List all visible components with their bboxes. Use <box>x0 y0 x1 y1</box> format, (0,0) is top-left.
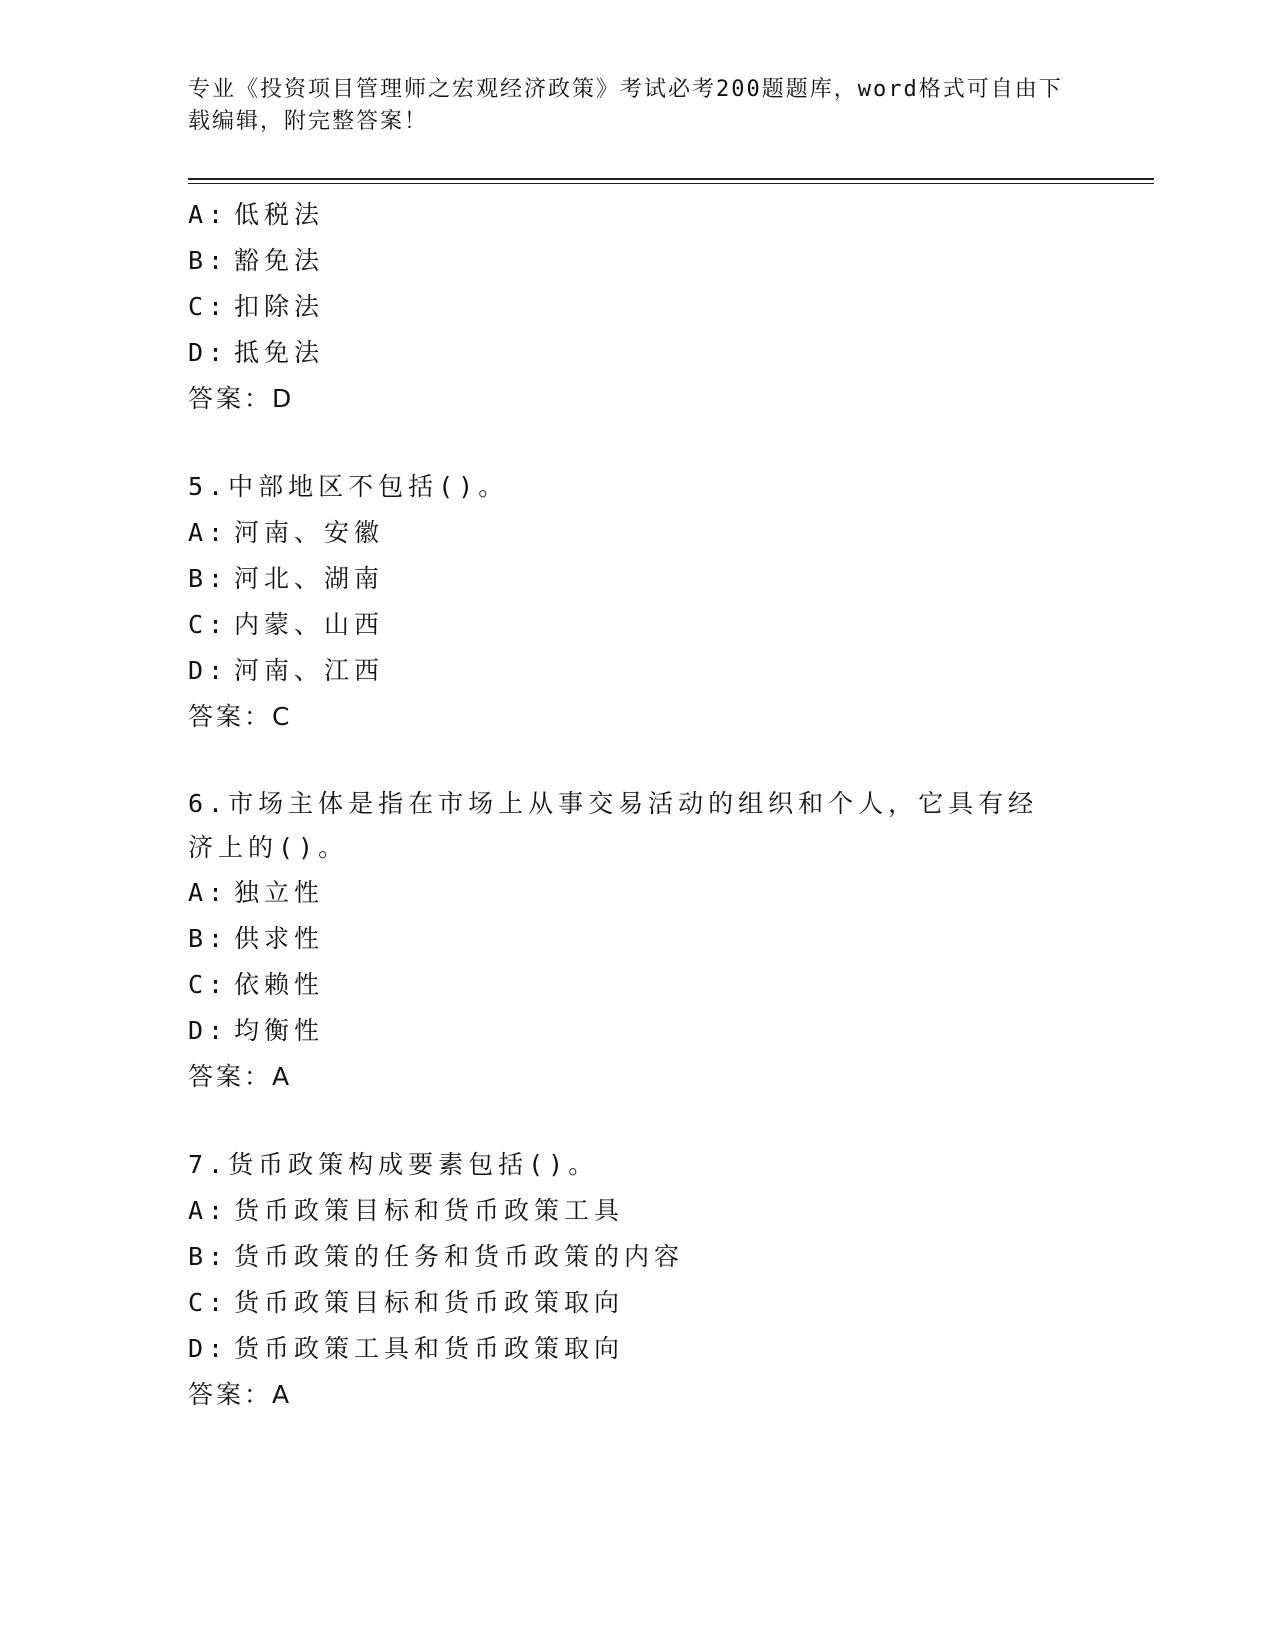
option-text: 货币政策目标和货币政策取向 <box>234 1288 625 1317</box>
option-b <box>188 556 1088 602</box>
option-key: B: <box>188 1242 229 1271</box>
option-text: 豁免法 <box>234 246 325 275</box>
question-text: 7.货币政策构成要素包括()。 <box>188 1150 599 1179</box>
answer-line: 答案：C <box>188 702 293 731</box>
option-key: D: <box>188 1016 229 1045</box>
option-c <box>188 1280 1088 1326</box>
option-key: B: <box>188 924 229 953</box>
option-text: 河北、湖南 <box>234 564 385 593</box>
header-divider-thin <box>188 183 1154 184</box>
option-d <box>188 330 1088 376</box>
answer-line: 答案：A <box>188 1062 293 1091</box>
option-key: C: <box>188 610 229 639</box>
option-text: 货币政策目标和货币政策工具 <box>234 1196 625 1225</box>
option-text: 货币政策的任务和货币政策的内容 <box>234 1242 685 1271</box>
option-key: D: <box>188 338 229 367</box>
question-text: 6.市场主体是指在市场上从事交易活动的组织和个人，它具有经济上的()。 <box>188 789 1039 862</box>
option-b <box>188 1234 1088 1280</box>
option-text: 低税法 <box>234 200 325 229</box>
option-b <box>188 916 1088 962</box>
option-key: C: <box>188 292 229 321</box>
option-text: 抵免法 <box>234 338 325 367</box>
option-text: 河南、安徽 <box>234 518 385 547</box>
option-c <box>188 962 1088 1008</box>
option-text: 内蒙、山西 <box>234 610 385 639</box>
option-b <box>188 238 1088 284</box>
option-key: A: <box>188 1196 229 1225</box>
option-key: A: <box>188 200 229 229</box>
question-4 <box>188 192 1088 422</box>
option-c <box>188 284 1088 330</box>
option-a <box>188 192 1088 238</box>
option-key: C: <box>188 970 229 999</box>
option-key: A: <box>188 878 229 907</box>
answer-line: 答案：A <box>188 1380 293 1409</box>
option-key: C: <box>188 1288 229 1317</box>
option-d <box>188 1008 1088 1054</box>
option-text: 均衡性 <box>234 1016 325 1045</box>
question-7 <box>188 1142 1088 1418</box>
option-c <box>188 602 1088 648</box>
option-a <box>188 510 1088 556</box>
option-text: 依赖性 <box>234 970 325 999</box>
option-a <box>188 870 1088 916</box>
option-d <box>188 1326 1088 1372</box>
option-key: D: <box>188 1334 229 1363</box>
option-text: 独立性 <box>234 878 325 907</box>
option-key: D: <box>188 656 229 685</box>
header-divider-thick <box>188 178 1154 180</box>
option-key: B: <box>188 564 229 593</box>
document-intro: 专业《投资项目管理师之宏观经济政策》考试必考200题题库，word格式可自由下载编辑，附完整答案！ <box>188 77 1063 134</box>
option-a <box>188 1188 1088 1234</box>
option-text: 扣除法 <box>234 292 325 321</box>
answer-line: 答案：D <box>188 384 295 413</box>
question-text: 5.中部地区不包括()。 <box>188 472 509 501</box>
option-text: 河南、江西 <box>234 656 385 685</box>
option-key: A: <box>188 518 229 547</box>
option-text: 供求性 <box>234 924 325 953</box>
option-text: 货币政策工具和货币政策取向 <box>234 1334 625 1363</box>
option-d <box>188 648 1088 694</box>
option-key: B: <box>188 246 229 275</box>
question-5 <box>188 464 1088 740</box>
question-6 <box>188 782 1088 1100</box>
question-list <box>188 192 1088 1418</box>
